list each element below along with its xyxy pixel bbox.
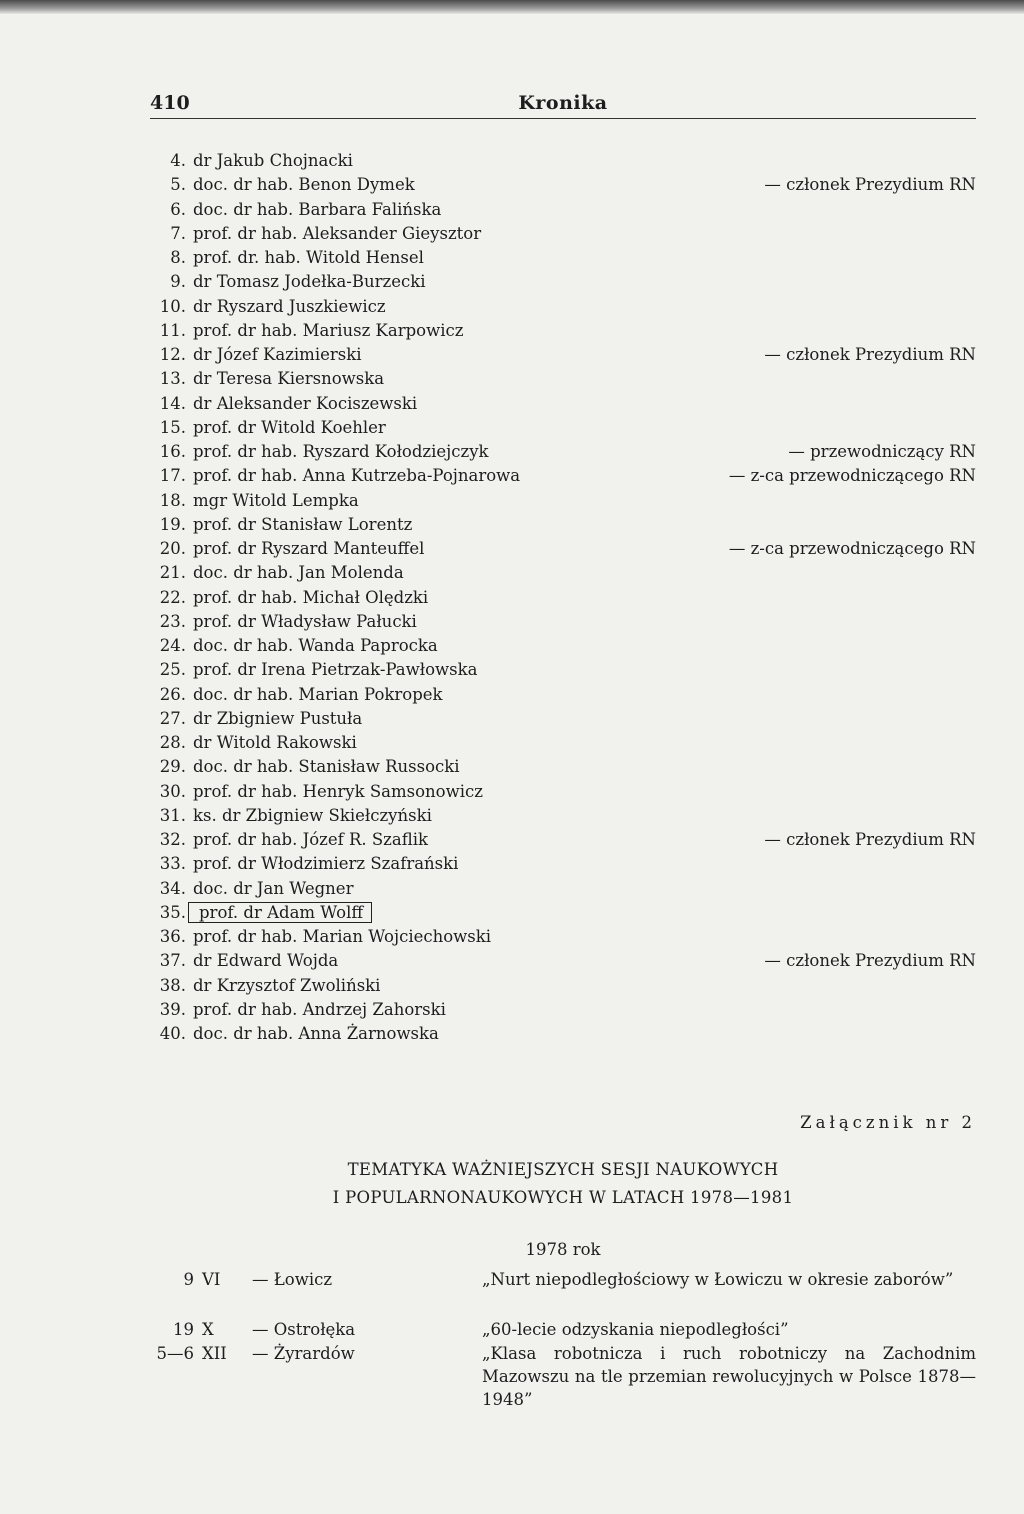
member-name: dr Edward Wojda: [193, 951, 339, 971]
member-number: 7.: [170, 223, 186, 243]
session-topic: „60-lecie odzyskania niepodległości”: [482, 1320, 789, 1339]
member-number: 11.: [159, 320, 186, 340]
member-row: [156, 270, 976, 294]
session-day: 9: [183, 1270, 194, 1289]
member-row: [156, 489, 976, 513]
member-row: [156, 513, 976, 537]
member-row: [156, 367, 976, 391]
member-name: mgr Witold Lempka: [193, 490, 359, 510]
member-row: [156, 925, 976, 949]
member-number: 37.: [159, 951, 186, 971]
member-row: [156, 586, 976, 610]
member-number: 25.: [159, 660, 186, 680]
member-number: 14.: [159, 393, 186, 413]
member-row: [156, 780, 976, 804]
member-name: prof. dr hab. Andrzej Zahorski: [193, 999, 446, 1019]
member-name: prof. dr Stanisław Lorentz: [193, 514, 413, 534]
member-role: — członek Prezydium RN: [764, 830, 976, 849]
member-row: [156, 295, 976, 319]
member-row: [156, 731, 976, 755]
member-number: 21.: [159, 563, 186, 583]
member-row: [156, 707, 976, 731]
scan-top-edge: [0, 0, 1024, 14]
member-number: 5.: [170, 175, 186, 195]
member-number: 23.: [159, 611, 186, 631]
member-number: 38.: [159, 975, 186, 995]
member-name: dr Jakub Chojnacki: [193, 151, 353, 170]
member-number: 31.: [159, 805, 186, 825]
member-number: 8.: [170, 248, 186, 267]
member-number: 39.: [159, 999, 186, 1019]
page-number: 410: [150, 92, 190, 114]
session-place: — Ostrołęka: [252, 1320, 356, 1339]
member-number: 13.: [159, 369, 186, 389]
member-name: prof. dr Irena Pietrzak-Pawłowska: [193, 660, 478, 680]
session-day: 5—6: [156, 1344, 194, 1363]
member-row: [156, 222, 976, 246]
member-name: dr Ryszard Juszkiewicz: [193, 296, 386, 316]
member-number: 20.: [159, 539, 186, 558]
member-row: [156, 634, 976, 658]
member-name: doc. dr hab. Anna Żarnowska: [193, 1024, 439, 1043]
member-row: [156, 246, 976, 270]
member-number: 26.: [159, 684, 186, 704]
member-name: prof. dr hab. Mariusz Karpowicz: [193, 320, 464, 340]
member-row: [156, 683, 976, 707]
annex-label: Załącznik nr 2: [800, 1113, 976, 1132]
member-name: prof. dr Ryszard Manteuffel: [193, 539, 425, 558]
member-name: ks. dr Zbigniew Skiełczyński: [193, 805, 432, 825]
member-name: dr Józef Kazimierski: [193, 345, 362, 364]
member-number: 24.: [159, 636, 186, 655]
member-name: prof. dr Władysław Pałucki: [193, 611, 417, 631]
section-title-line-1: TEMATYKA WAŻNIEJSZYCH SESJI NAUKOWYCH: [347, 1160, 779, 1179]
member-number: 29.: [159, 757, 186, 777]
member-name: doc. dr hab. Marian Pokropek: [193, 684, 443, 704]
member-name: prof. dr. hab. Witold Hensel: [193, 248, 424, 267]
member-name: prof. dr Witold Koehler: [193, 417, 386, 437]
member-number: 19.: [159, 514, 186, 534]
member-row: [156, 828, 976, 852]
session-month: X: [202, 1320, 214, 1339]
member-name: dr Aleksander Kociszewski: [193, 393, 418, 413]
session-topic: „Nurt niepodległościowy w Łowiczu w okresie zaborów”: [482, 1270, 954, 1289]
member-row: [156, 877, 976, 901]
member-number: 27.: [159, 708, 186, 728]
member-name: doc. dr hab. Barbara Falińska: [193, 199, 442, 219]
member-name: doc. dr hab. Jan Molenda: [193, 563, 404, 583]
session-topic: „Klasa robotnicza i ruch robotniczy na Zachodnim Mazowszu na tle przemian rewolucyjnych w Polsce 1878—1948”: [482, 1344, 976, 1409]
member-role: — członek Prezydium RN: [764, 345, 976, 364]
member-name: prof. dr hab. Ryszard Kołodziejczyk: [193, 442, 489, 461]
member-row: [156, 149, 976, 173]
member-name: prof. dr hab. Henryk Samsonowicz: [193, 781, 483, 801]
member-number: 40.: [159, 1024, 186, 1043]
section-title-line-2: I POPULARNONAUKOWYCH W LATACH 1978—1981: [332, 1188, 794, 1207]
member-row: [156, 949, 976, 973]
member-row: [156, 343, 976, 367]
session-place: — Łowicz: [252, 1270, 333, 1289]
member-name: doc. dr Jan Wegner: [193, 878, 354, 898]
session-place: — Żyrardów: [252, 1344, 355, 1363]
member-role: — członek Prezydium RN: [764, 175, 976, 195]
member-role: — przewodniczący RN: [788, 442, 976, 461]
member-name: doc. dr hab. Benon Dymek: [193, 175, 415, 195]
member-number: 28.: [159, 733, 186, 752]
year-heading: 1978 rok: [525, 1240, 601, 1259]
member-role: — członek Prezydium RN: [764, 951, 976, 971]
member-row: [156, 1022, 976, 1046]
member-row: [156, 998, 976, 1022]
page-header: [150, 92, 976, 118]
member-name: dr Zbigniew Pustuła: [193, 708, 363, 728]
member-row: [156, 901, 976, 925]
member-name: prof. dr hab. Józef R. Szaflik: [193, 830, 428, 849]
member-name: prof. dr Włodzimierz Szafrański: [193, 854, 459, 874]
member-name: prof. dr hab. Aleksander Gieysztor: [193, 223, 482, 243]
member-row: [156, 392, 976, 416]
member-number: 15.: [159, 417, 186, 437]
member-row: [156, 804, 976, 828]
member-number: 33.: [159, 854, 186, 874]
member-number: 16.: [159, 442, 186, 461]
session-row: [150, 1268, 976, 1314]
member-row: [156, 561, 976, 585]
member-row: [156, 173, 976, 197]
member-name: prof. dr hab. Michał Olędzki: [193, 587, 429, 607]
member-number: 9.: [170, 272, 186, 292]
session-row: [150, 1318, 976, 1341]
member-number: 35.: [159, 902, 186, 922]
member-row: [156, 416, 976, 440]
header-rule: [150, 118, 976, 119]
member-number: 17.: [159, 466, 186, 486]
member-number: 12.: [159, 345, 186, 364]
member-row: [156, 537, 976, 561]
member-number: 6.: [170, 199, 186, 219]
running-title: Kronika: [518, 92, 608, 114]
session-row: [150, 1342, 976, 1411]
member-row: [156, 319, 976, 343]
member-number: 32.: [159, 830, 186, 849]
member-name: doc. dr hab. Wanda Paprocka: [193, 636, 438, 655]
session-month: VI: [202, 1270, 221, 1289]
member-number: 10.: [159, 296, 186, 316]
member-row: [156, 198, 976, 222]
member-row: [156, 974, 976, 998]
member-name: dr Witold Rakowski: [193, 733, 357, 752]
member-name: prof. dr hab. Anna Kutrzeba-Pojnarowa: [193, 466, 521, 486]
member-row: [156, 852, 976, 876]
member-row: [156, 440, 976, 464]
member-name: dr Krzysztof Zwoliński: [193, 975, 381, 995]
session-day: 19: [173, 1320, 194, 1339]
member-number: 36.: [159, 927, 186, 946]
member-name: doc. dr hab. Stanisław Russocki: [193, 757, 460, 777]
member-number: 22.: [159, 587, 186, 607]
member-row: [156, 658, 976, 682]
member-number: 18.: [159, 490, 186, 510]
member-number: 30.: [159, 781, 186, 801]
member-name: prof. dr hab. Marian Wojciechowski: [193, 927, 492, 946]
member-role: — z-ca przewodniczącego RN: [728, 466, 976, 486]
member-number: 34.: [159, 878, 186, 898]
member-row: [156, 755, 976, 779]
member-name: dr Tomasz Jodełka-Burzecki: [193, 272, 426, 292]
member-role: — z-ca przewodniczącego RN: [728, 539, 976, 558]
council-member-list: [156, 149, 976, 1046]
member-row: [156, 464, 976, 488]
member-name: dr Teresa Kiersnowska: [193, 369, 385, 389]
member-row: [156, 610, 976, 634]
session-month: XII: [202, 1344, 227, 1363]
member-number: 4.: [170, 151, 186, 170]
member-name: prof. dr Adam Wolff: [188, 902, 372, 923]
